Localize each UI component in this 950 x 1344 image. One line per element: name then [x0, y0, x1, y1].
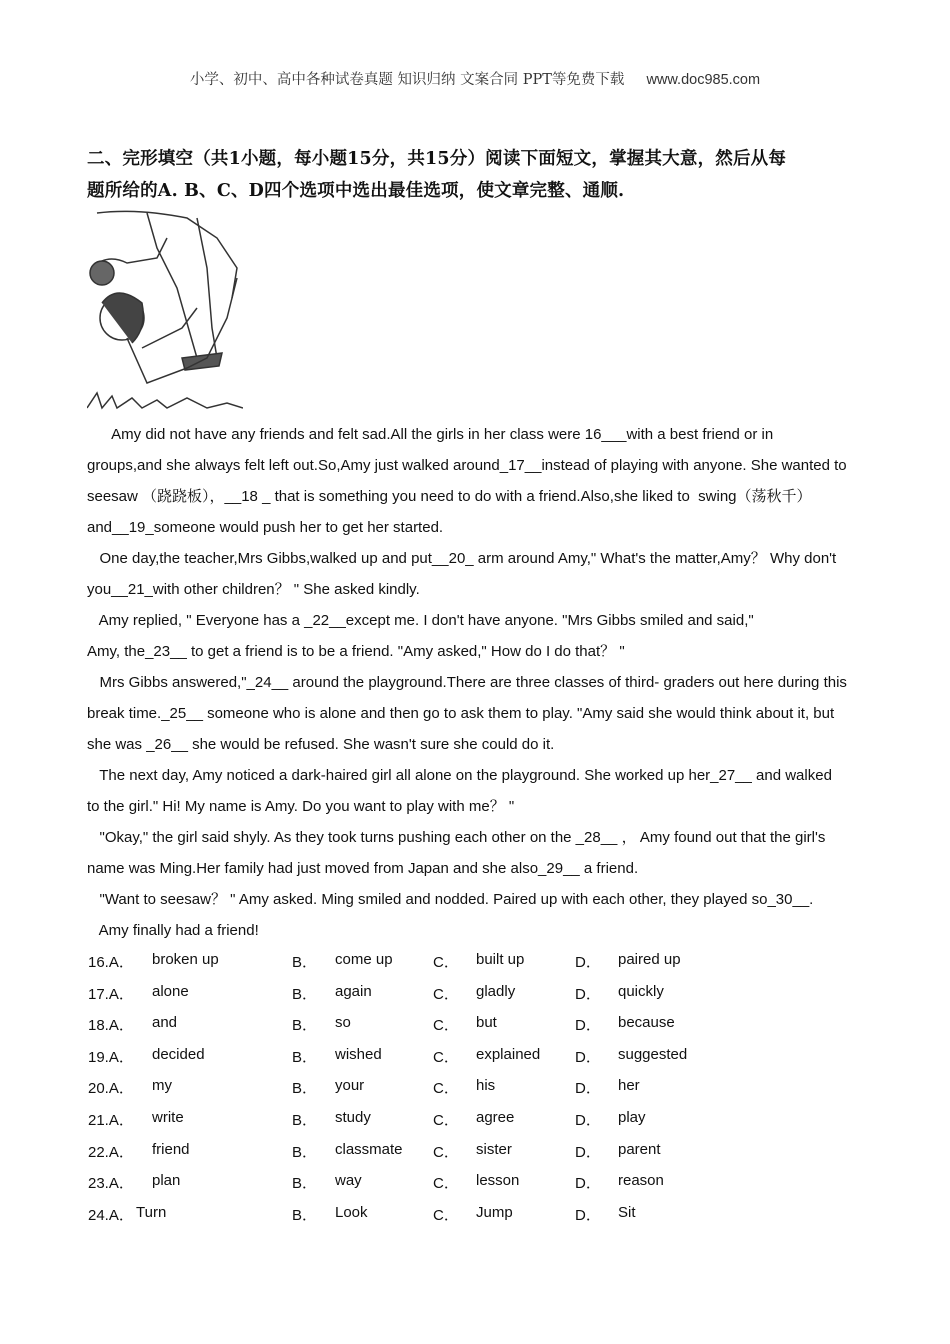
question-number: 20.A．: [88, 1080, 134, 1098]
option-d[interactable]: her: [618, 1077, 640, 1095]
question-number: 22.A．: [88, 1143, 134, 1161]
passage-line: "Okay," the girl said shyly. As they took turns pushing each other on the _28__ ， Amy found out that the girl's: [87, 829, 826, 846]
option-a[interactable]: plan: [152, 1172, 181, 1190]
label-c: C．: [433, 1206, 459, 1224]
label-c: C．: [433, 1175, 459, 1193]
option-b[interactable]: Look: [335, 1203, 368, 1221]
option-a[interactable]: and: [152, 1014, 178, 1032]
label-c: C．: [433, 1048, 459, 1066]
label-b: B．: [292, 1080, 318, 1098]
passage-line: Amy replied, " Everyone has a _22__except me. I don't have anyone. "Mrs Gibbs smiled and said,": [87, 612, 754, 629]
passage-line: Amy finally had a friend!: [87, 922, 259, 939]
passage-line: One day,the teacher,Mrs Gibbs,walked up and put__20_ arm around Amy," What's the matter,Amy？ Why don't: [87, 550, 837, 567]
option-c[interactable]: his: [476, 1077, 496, 1095]
option-row: [0, 951, 950, 971]
option-c[interactable]: Jump: [476, 1203, 513, 1221]
passage-line: to the girl." Hi! My name is Amy. Do you want to play with me？ ": [87, 798, 515, 815]
passage-line: "Want to seesaw？ " Amy asked. Ming smiled and nodded. Paired up with each other, they played so_30__.: [87, 891, 814, 908]
option-b[interactable]: classmate: [335, 1140, 403, 1158]
option-b[interactable]: way: [335, 1172, 362, 1190]
option-d[interactable]: parent: [618, 1140, 661, 1158]
label-c: C．: [433, 985, 459, 1003]
label-b: B．: [292, 985, 318, 1003]
question-number: 17.A．: [88, 985, 134, 1003]
option-row: [0, 1172, 950, 1192]
option-d[interactable]: because: [618, 1014, 675, 1032]
passage-line: and__19_someone would push her to get her started.: [87, 519, 444, 536]
option-b[interactable]: your: [335, 1077, 365, 1095]
option-c[interactable]: explained: [476, 1045, 541, 1063]
passage-line: Amy, the_23__ to get a friend is to be a friend. "Amy asked," How do I do that？ ": [87, 643, 625, 660]
option-a[interactable]: broken up: [152, 951, 219, 968]
page-header: [0, 68, 950, 89]
option-b[interactable]: wished: [335, 1045, 382, 1063]
option-row: [0, 1141, 950, 1161]
option-row: [0, 1077, 950, 1097]
option-d[interactable]: paired up: [618, 951, 681, 968]
option-c[interactable]: but: [476, 1014, 497, 1032]
question-number: 21.A．: [88, 1112, 134, 1129]
option-row: [0, 1204, 950, 1224]
option-a[interactable]: alone: [152, 982, 189, 1000]
passage-line: break time._25__ someone who is alone and then go to ask them to play. "Amy said she would think about it, but: [87, 705, 835, 722]
option-d[interactable]: play: [618, 1109, 646, 1126]
question-number: 24.A．: [88, 1206, 134, 1224]
option-c[interactable]: lesson: [476, 1172, 520, 1190]
label-b: B．: [292, 1017, 318, 1035]
option-a[interactable]: my: [152, 1077, 172, 1095]
label-d: D．: [575, 1143, 601, 1161]
passage-line: name was Ming.Her family had just moved from Japan and she also_29__ a friend.: [87, 860, 639, 877]
label-c: C．: [433, 1017, 459, 1035]
passage-line: she was _26__ she would be refused. She wasn't sure she could do it.: [87, 736, 555, 753]
passage-line: groups,and she always felt left out.So,Amy just walked around_17__instead of playing with anyone. She wanted to: [87, 457, 847, 474]
passage-line: you__21_with other children？ " She asked kindly.: [87, 581, 420, 598]
option-row: [0, 1109, 950, 1129]
option-c[interactable]: agree: [476, 1109, 515, 1126]
passage-line: The next day, Amy noticed a dark-haired girl all alone on the playground. She worked up her_27__ and walked: [87, 767, 832, 784]
option-a[interactable]: write: [152, 1109, 184, 1126]
label-d: D．: [575, 1206, 601, 1224]
option-d[interactable]: suggested: [618, 1045, 688, 1063]
option-b[interactable]: again: [335, 982, 372, 1000]
swing-illustration: [87, 208, 243, 415]
label-d: D．: [575, 1017, 601, 1035]
option-b[interactable]: so: [335, 1014, 351, 1032]
option-c[interactable]: sister: [476, 1140, 512, 1158]
option-b[interactable]: come up: [335, 951, 393, 968]
option-a[interactable]: Turn: [136, 1203, 167, 1221]
header-text: 小学、初中、高中各种试卷真题 知识归纳 文案合同 PPT等免费下载: [189, 72, 625, 88]
option-b[interactable]: study: [335, 1109, 371, 1126]
header-url: www.doc985.com: [646, 72, 761, 88]
label-d: D．: [575, 954, 601, 971]
label-c: C．: [433, 1143, 459, 1161]
label-c: C．: [433, 1080, 459, 1098]
option-a[interactable]: decided: [152, 1045, 205, 1063]
option-c[interactable]: built up: [476, 951, 525, 968]
label-d: D．: [575, 1175, 601, 1193]
option-d[interactable]: reason: [618, 1172, 664, 1190]
option-c[interactable]: gladly: [476, 982, 516, 1000]
label-b: B．: [292, 1175, 318, 1193]
question-number: 16.A．: [88, 954, 134, 971]
label-b: B．: [292, 1112, 318, 1129]
option-d[interactable]: quickly: [618, 982, 664, 1000]
label-d: D．: [575, 1112, 601, 1129]
option-d[interactable]: Sit: [618, 1203, 636, 1221]
question-number: 23.A．: [88, 1175, 134, 1193]
passage-line: seesaw （跷跷板），__18 _ that is something you need to do with a friend.Also,she liked to swing（荡秋千）: [87, 488, 812, 505]
label-d: D．: [575, 1048, 601, 1066]
label-b: B．: [292, 954, 318, 971]
section-heading-line1: 二、完形填空（共1小题，每小题15分，共15分）阅读下面短文，掌握其大意，然后从每: [87, 149, 787, 169]
section-heading-line2: 题所给的A. B、C、D四个选项中选出最佳选项，使文章完整、通顺.: [87, 181, 625, 201]
passage-line: Amy did not have any friends and felt sad.All the girls in her class were 16___with a best friend or in: [87, 426, 774, 443]
label-d: D．: [575, 1080, 601, 1098]
option-a[interactable]: friend: [152, 1140, 190, 1158]
label-b: B．: [292, 1048, 318, 1066]
passage-line: Mrs Gibbs answered,"_24__ around the playground.There are three classes of third- graders out here during this: [87, 674, 847, 691]
option-row: [0, 983, 950, 1003]
label-b: B．: [292, 1206, 318, 1224]
option-row: [0, 1014, 950, 1034]
label-c: C．: [433, 954, 459, 971]
question-number: 19.A．: [88, 1048, 134, 1066]
option-row: [0, 1046, 950, 1066]
question-number: 18.A．: [88, 1017, 134, 1035]
label-d: D．: [575, 985, 601, 1003]
label-b: B．: [292, 1143, 318, 1161]
label-c: C．: [433, 1112, 459, 1129]
